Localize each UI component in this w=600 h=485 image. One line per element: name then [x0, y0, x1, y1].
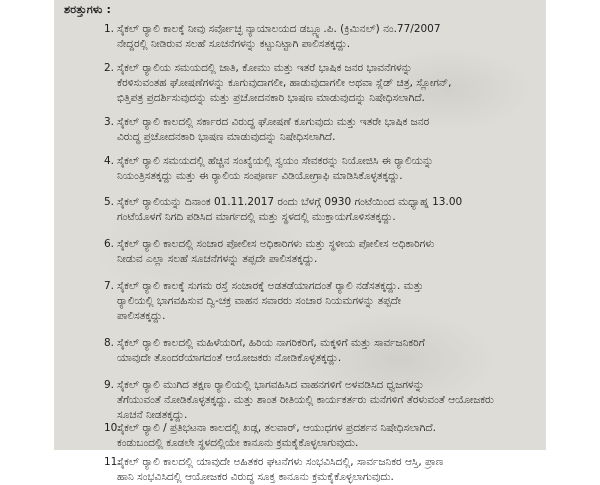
condition-line: ಭಿತ್ತಿಪತ್ರ ಪ್ರದರ್ಶಿಸುವುದನ್ನು ಮತ್ತು ಪ್ರಚೋದನಕಾರಿ ಭಾಷಣ ಮಾಡುವುದನ್ನು ನಿಷೇಧಿಸಲಾಗಿದೆ. [117, 92, 425, 104]
condition-text [117, 154, 537, 184]
condition-line: ಸೂಚನೆ ನೀಡತಕ್ಕದ್ದು. [117, 409, 188, 421]
condition-line: ಕೆರಳಿಸುವಂತಹ ಘೋಷಣೆಗಳನ್ನು ಕೂಗುವುದಾಗಲೀ, ಹಾಡುವುದಾಗಲೀ ಅಥವಾ ಸ್ಲೆಡ್ ಚಿತ್ರ, ಸ್ಲೋಗನ್, [117, 77, 452, 89]
condition-line: ಹಾನಿ ಸಂಭವಿಸಿದಲ್ಲಿ ಆಯೋಜಕರ ವಿರುದ್ಧ ಸೂಕ್ತ ಕಾನೂನು ಕ್ರಮಕೈಕೊಳ್ಳಲಾಗುವುದು. [117, 471, 394, 483]
condition-line: ಸೈಕಲ್ ರ್‍ಯಾಲಿ ಮುಗಿದ ತಕ್ಷಣ ರ್‍ಯಾಲಿಯಲ್ಲಿ ಭಾಗವಹಿಸಿದ ವಾಹನಗಳಿಗೆ ಅಳವಡಿಸಿದ ಧ್ವಜಗಳನ್ನು [117, 379, 425, 391]
condition-text [117, 279, 537, 324]
condition-line: ರ್‍ಯಾಲಿಯಲ್ಲಿ ಭಾಗವಹಿಸುವ ದ್ವಿ-ಚಕ್ರ ವಾಹನ ಸವಾರರು ಸಂಚಾರ ನಿಯಮಗಳನ್ನು ತಪ್ಪದೇ [117, 295, 401, 307]
condition-line: ಸೈಕಲ್ ರ್‍ಯಾಲಿ ಕಾಲಕ್ಕೆ ನೀವು ಸರ್ವೋಚ್ಛ ನ್ಯಾಯಾಲಯದ ಡಬ್ಲ್ಯೂ.ಪಿ. (ಕ್ರಿಮಿನಲ್) ನಂ.77/2007 [117, 23, 441, 35]
condition-number: 7. [104, 280, 115, 292]
condition-line: ಸೈಕಲ್ ರ್‍ಯಾಲಿ ಕಾಲದಲ್ಲಿ ಸರ್ಕಾರದ ವಿರುದ್ಧ ಘೋಷಣೆ ಕೂಗುವುದು ಮತ್ತು ಇತರೇ ಭಾಷಿಕ ಜನರ [117, 116, 430, 128]
condition-text [117, 421, 537, 451]
condition-line: ನೇದ್ದರಲ್ಲಿ ನೀಡಿರುವ ಸಲಹೆ ಸೂಚನೆಗಳನ್ನು ಕಟ್ಟುನಿಟ್ಟಾಗಿ ಪಾಲಿಸತಕ್ಕದ್ದು. [117, 38, 351, 50]
condition-line: ಸೈಕಲ್ ರ್‍ಯಾಲಿ / ಪ್ರತಿಭಟನಾ ಕಾಲದಲ್ಲಿ ಖಡ್ಗ, ತಲವಾರ್, ಆಯುಧಗಳ ಪ್ರದರ್ಶನ ನಿಷೇಧಿಸಲಾಗಿದೆ. [117, 422, 436, 434]
condition-text [117, 455, 537, 485]
condition-line: ಯಾವುದೇ ತೊಂದರೆಯಾಗದಂತೆ ಆಯೋಜಕರು ನೋಡಿಕೊಳ್ಳತಕ್ಕದ್ದು. [117, 352, 342, 364]
condition-text [117, 115, 537, 145]
condition-number: 8. [104, 337, 115, 349]
condition-line: ಕಂಡುಬಂದಲ್ಲಿ ಕೂಡಲೇ ಸ್ಥಳದಲ್ಲಿಯೇ ಕಾನೂನು ಕ್ರಮಕೈಕೊಳ್ಳಲಾಗುವುದು. [117, 437, 359, 449]
condition-text [117, 195, 537, 225]
condition-line: ನೀಡುವ ಎಲ್ಲಾ ಸಲಹೆ ಸೂಚನೆಗಳನ್ನು ತಪ್ಪದೇ ಪಾಲಿಸತಕ್ಕದ್ದು. [117, 253, 318, 265]
condition-number: 5. [104, 196, 115, 208]
condition-line: ಸೈಕಲ್ ರ್‍ಯಾಲಿಯನ್ನು ದಿನಾಂಕ 01.11.2017 ರಂದು ಬೆಳಗ್ಗೆ 0930 ಗಂಟೆಯಿಂದ ಮಧ್ಯಾಹ್ನ 13.00 [117, 196, 463, 208]
condition-line: ಸೈಕಲ್ ರ್‍ಯಾಲಿಯ ಸಮಯದಲ್ಲಿ ಜಾತಿ, ಕೋಮು ಮತ್ತು ಇತರೆ ಭಾಷಿಕ ಜನರ ಭಾವನೆಗಳನ್ನು [117, 62, 413, 74]
condition-number: 1. [104, 23, 115, 35]
condition-text [117, 61, 537, 106]
condition-line: ಸೈಕಲ್ ರ್‍ಯಾಲಿ ಕಾಲದಲ್ಲಿ ಯಾವುದೇ ಅಹಿತಕರ ಘಟನೆಗಳು ಸಂಭವಿಸಿದಲ್ಲಿ, ಸಾರ್ವಜನಿಕರ ಆಸ್ತಿ, ಪ್ರಾಣ [117, 456, 444, 468]
condition-line: ನಿಯಂತ್ರಿಸತಕ್ಕದ್ದು ಮತ್ತು ಈ ರ್‍ಯಾಲಿಯ ಸಂಪೂರ್ಣ ವಿಡಿಯೋಗ್ರಾಫಿ ಮಾಡಿಸಿಕೊಳ್ಳತಕ್ಕದ್ದು. [117, 170, 403, 182]
condition-line: ಸೈಕಲ್ ರ್‍ಯಾಲಿ ಸಮಯದಲ್ಲಿ ಹೆಚ್ಚಿನ ಸಂಖ್ಯೆಯಲ್ಲಿ ಸ್ವಯಂ ಸೇವಕರನ್ನು ನಿಯೋಜಿಸಿ ಈ ರ್‍ಯಾಲಿಯನ್ನು [117, 155, 434, 167]
condition-line: ಸೈಕಲ್ ರ್‍ಯಾಲಿ ಕಾಲದಲ್ಲಿ ಮಹಿಳೆಯರಿಗೆ, ಹಿರಿಯ ನಾಗರಿಕರಿಗೆ, ಮಕ್ಕಳಿಗೆ ಮತ್ತು ಸಾರ್ವಜನಿಕರಿಗೆ [117, 337, 425, 349]
condition-number: 3. [104, 116, 115, 128]
condition-number: 10. [104, 422, 121, 434]
condition-text [117, 378, 537, 423]
condition-text [117, 237, 537, 267]
condition-line: ಸೈಕಲ್ ರ್‍ಯಾಲಿ ಕಾಲಕ್ಕೆ ಸುಗಮ ರಸ್ತೆ ಸಂಚಾರಕ್ಕೆ ಅಡತಡೆಯಾಗದಂತೆ ರ್‍ಯಾಲಿ ನಡೆಸತಕ್ಕದ್ದು. ಮತ್ತು [117, 280, 424, 292]
scanned-document-page [54, 0, 546, 483]
condition-line: ಸೈಕಲ್ ರ್‍ಯಾಲಿ ಕಾಲದಲ್ಲಿ ಸಂಚಾರ ಪೋಲೀಸ ಅಧಿಕಾರಿಗಳು ಮತ್ತು ಸ್ಥಳೀಯ ಪೋಲೀಸ ಅಧಿಕಾರಿಗಳು [117, 238, 435, 250]
condition-number: 9. [104, 379, 115, 391]
condition-number: 6. [104, 238, 115, 250]
condition-number: 4. [104, 155, 115, 167]
condition-line: ಪಾಲಿಸತಕ್ಕದ್ದು. [117, 310, 166, 322]
condition-number: 11. [104, 456, 121, 468]
condition-line: ಗಂಟೆಯೊಳಗೆ ನಿಗದಿ ಪಡಿಸಿದ ಮಾರ್ಗದಲ್ಲಿ ಮತ್ತು ಸ್ಥಳದಲ್ಲಿ ಮುಕ್ತಾಯಗೊಳಿಸತಕ್ಕದ್ದು. [117, 211, 396, 223]
condition-text [117, 22, 537, 52]
conditions-heading: ಶರತ್ತುಗಳು : [64, 3, 112, 16]
condition-number: 2. [104, 62, 115, 74]
condition-line: ತೆಗೆಯುವಂತೆ ನೋಡಿಕೊಳ್ಳತಕ್ಕದ್ದು. ಮತ್ತು ಶಾಂತ ರೀತಿಯಲ್ಲಿ ಕಾರ್ಯಕರ್ತರು ಮನೆಗಳಿಗೆ ತೆರಳುವಂತೆ ಆಯೋಜಕರು [117, 394, 494, 406]
condition-text [117, 336, 537, 366]
condition-line: ವಿರುದ್ಧ ಪ್ರಚೋದನಕಾರಿ ಭಾಷಣ ಮಾಡುವುದನ್ನು ನಿಷೇಧಿಸಲಾಗಿದೆ. [117, 131, 336, 143]
